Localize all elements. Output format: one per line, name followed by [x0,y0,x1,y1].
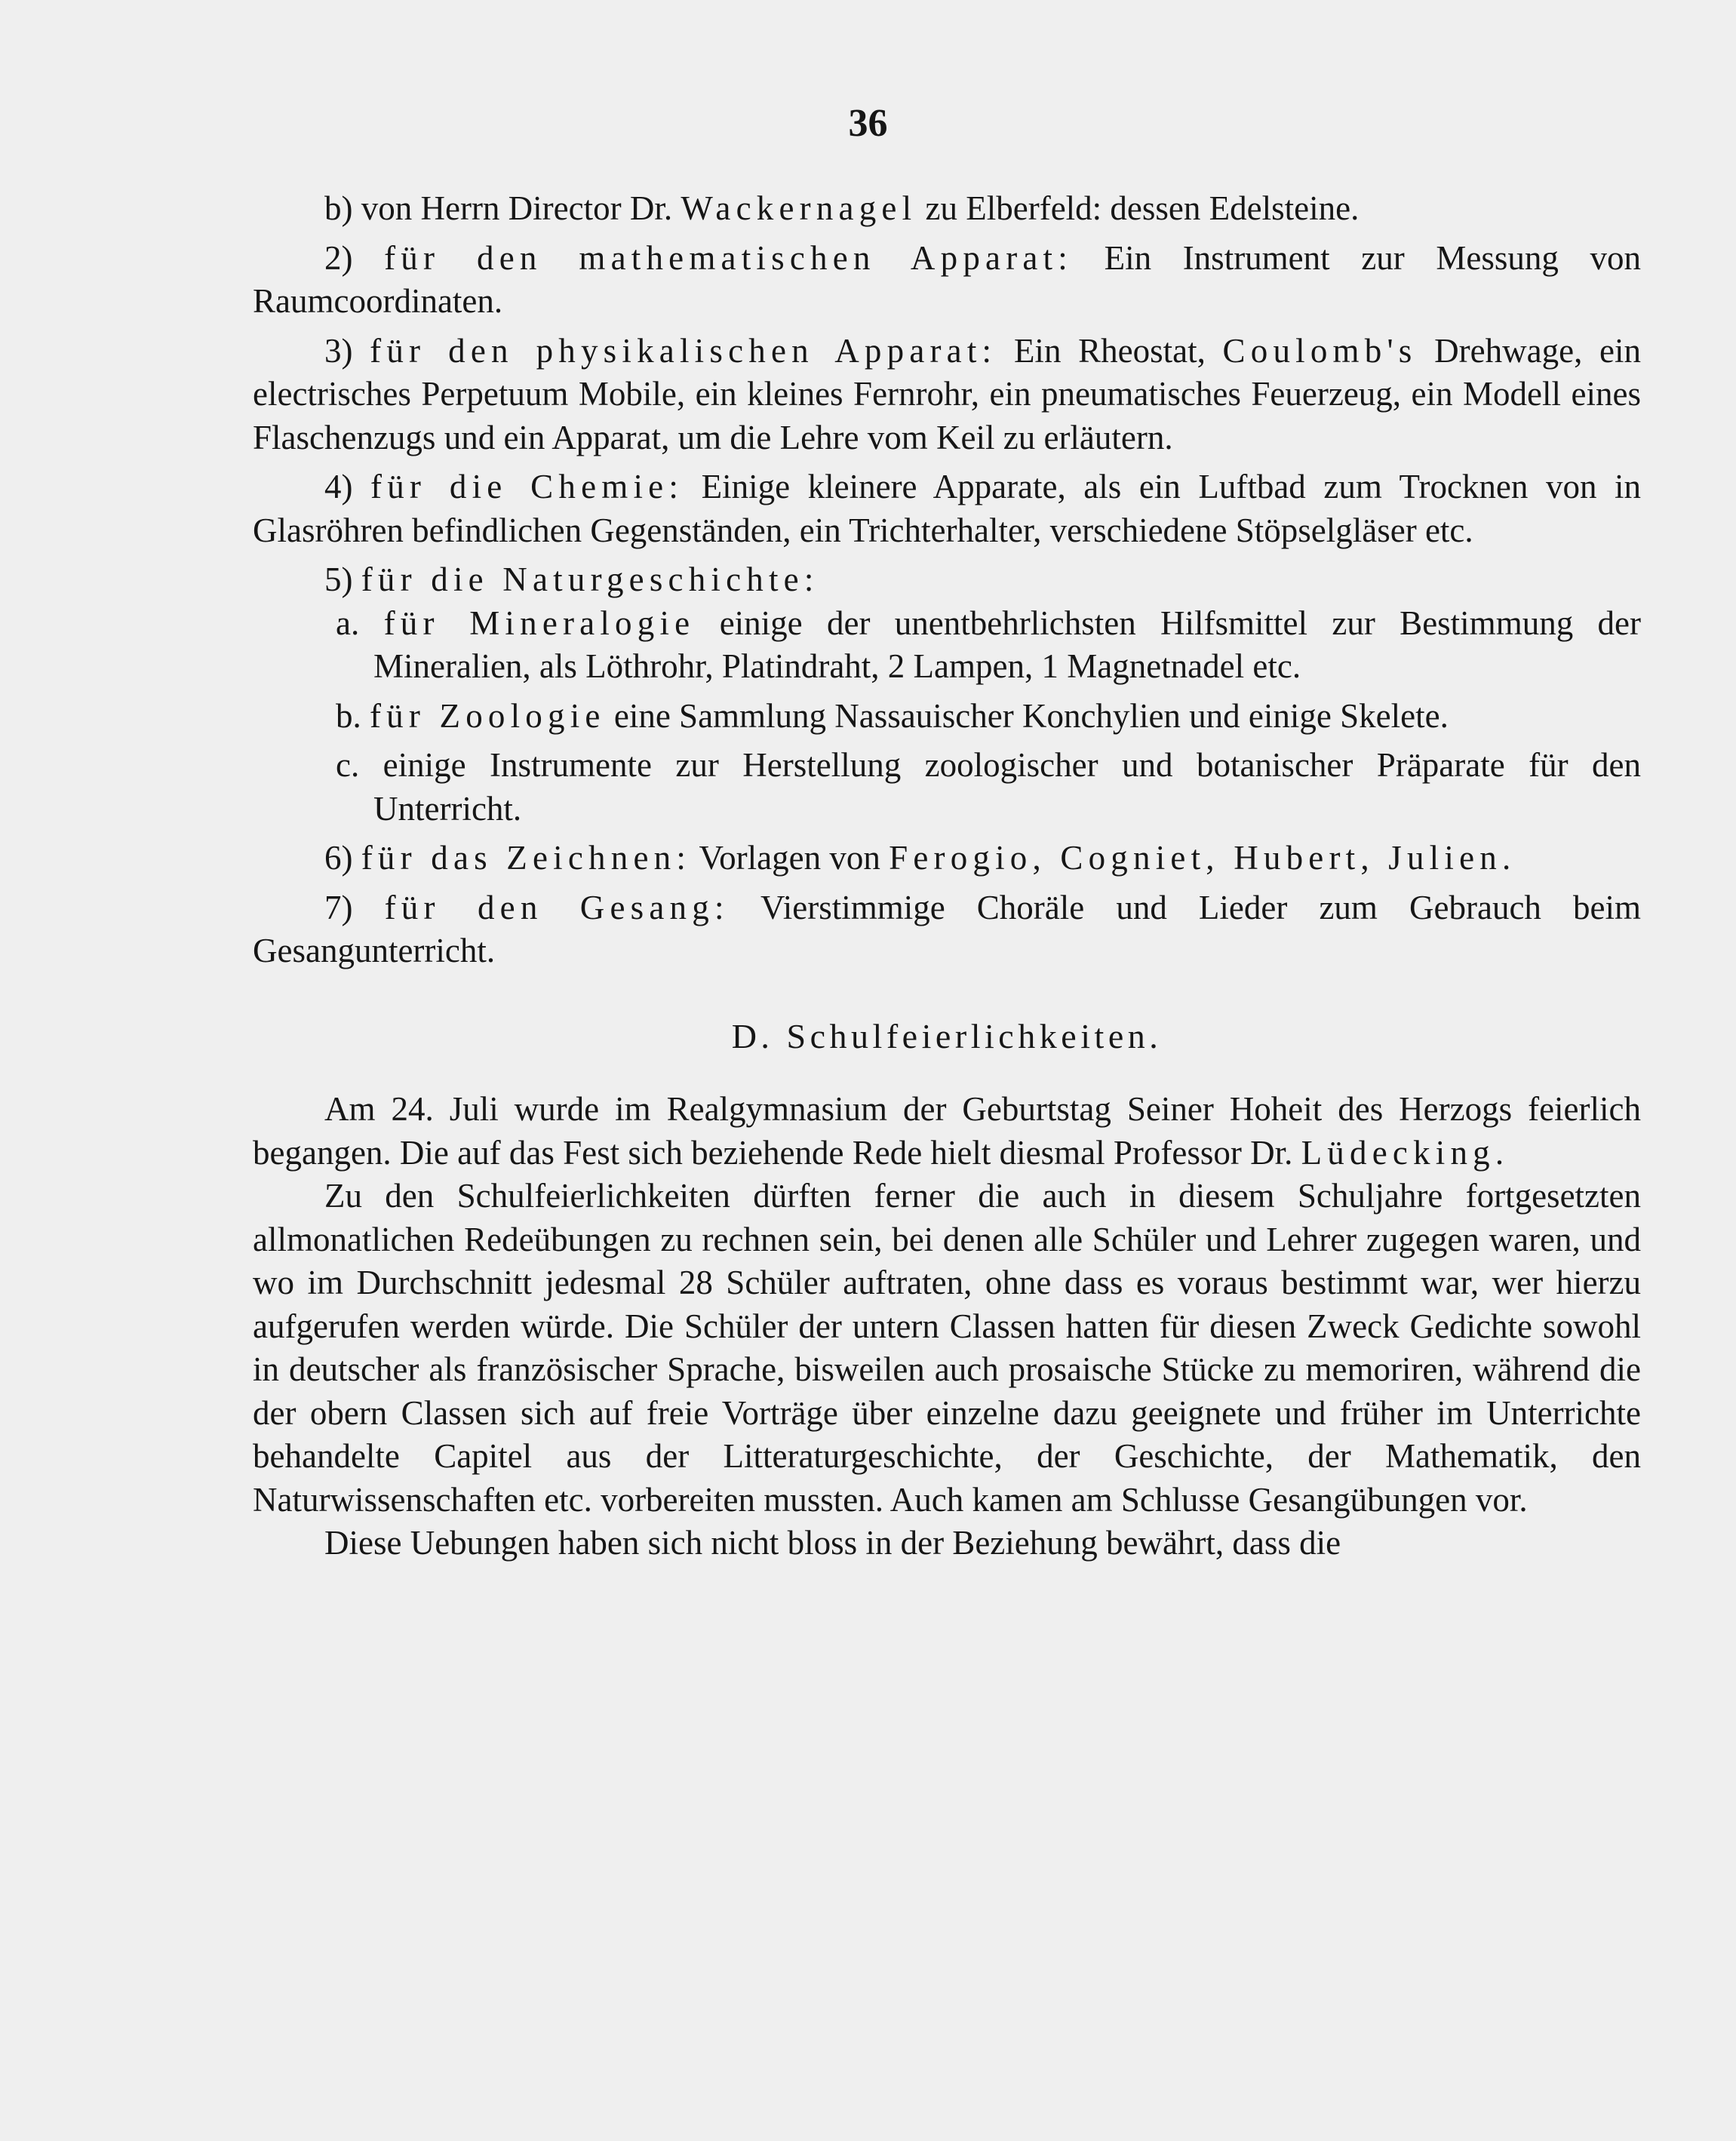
donation-item-7: 7) für den Gesang: Vierstimmige Choräle und Lieder zum Gebrauch beim Gesangunterricht. [253,888,1641,969]
donation-item-4: 4) für die Chemie: Einige kleinere Apparate, als ein Luftbad zum Trocknen von in Glasröhren befindlichen Gegenständen, ein Trichterhalter, verschiedene Stöpselgläser etc. [253,468,1641,549]
donation-subitem-a: a. für Mineralogie einige der unentbehrlichsten Hilfsmittel zur Bestimmung der Mineralien, als Löthrohr, Platindraht, 2 Lampen, 1 Magnetnadel etc. [336,604,1641,685]
page-body [253,187,1641,1565]
section-heading: D. Schulfeierlichkeiten. [731,1016,1163,1055]
paragraph-continuation: Diese Uebungen haben sich nicht bloss in der Beziehung bewährt, dass die [324,1524,1341,1562]
paragraph-birthday: Am 24. Juli wurde im Realgymnasium der Geburtstag Seiner Hoheit des Herzogs feierlich begangen. Die auf das Fest sich beziehende Rede hielt diesmal Professor Dr. Lüdecking. [253,1090,1641,1172]
donation-item-3: 3) für den physikalischen Apparat: Ein Rheostat, Coulomb's Drehwage, ein electrisches Perpetuum Mobile, ein kleines Fernrohr, ein pneumatisches Feuerzeug, ein Modell eines Flaschenzugs und ein Apparat, um die Lehre vom Keil zu erläutern. [253,331,1641,456]
donation-item-2: 2) für den mathematischen Apparat: Ein Instrument zur Messung von Raumcoordinaten. [253,238,1641,320]
donation-item-1b: b) von Herrn Director Dr. Wackernagel zu Elberfeld: dessen Edelsteine. [324,189,1360,227]
donation-item-6: 6) für das Zeichnen: Vorlagen von Ferogio, Cogniet, Hubert, Julien. [324,839,1516,877]
page-number: 36 [848,102,888,145]
paragraph-speech-exercises: Zu den Schulfeierlichkeiten dürften ferner die auch in diesem Schuljahre fortgesetzten allmonatlichen Redeübungen zu rechnen sein, bei denen alle Schüler und Lehrer zugegen waren, und wo im Durchschnitt jedesmal 28 Schüler auftraten, ohne dass es voraus bestimmt war, wer hierzu aufgerufen werden würde. Die Schüler der untern Classen hatten für diesen Zweck Gedichte sowohl in deutscher als französischer Sprache, bisweilen auch prosaische Stücke zu memoriren, während die der obern Classen sich auf freie Vorträge über einzelne dazu geeignete und früher im Unterrichte behandelte Capitel aus der Litteraturgeschichte, der Geschichte, der Mathematik, den Naturwissenschaften etc. vorbereiten mussten. Auch kamen am Schlusse Gesangübungen vor. [253,1177,1641,1519]
donation-subitem-b: b. für Zoologie eine Sammlung Nassauischer Konchylien und einige Skelete. [336,696,1449,735]
donation-item-5: 5) für die Naturgeschichte: [324,561,819,598]
donation-subitem-c: c. einige Instrumente zur Herstellung zoologischer und botanischer Präparate für den Unterricht. [336,746,1642,828]
